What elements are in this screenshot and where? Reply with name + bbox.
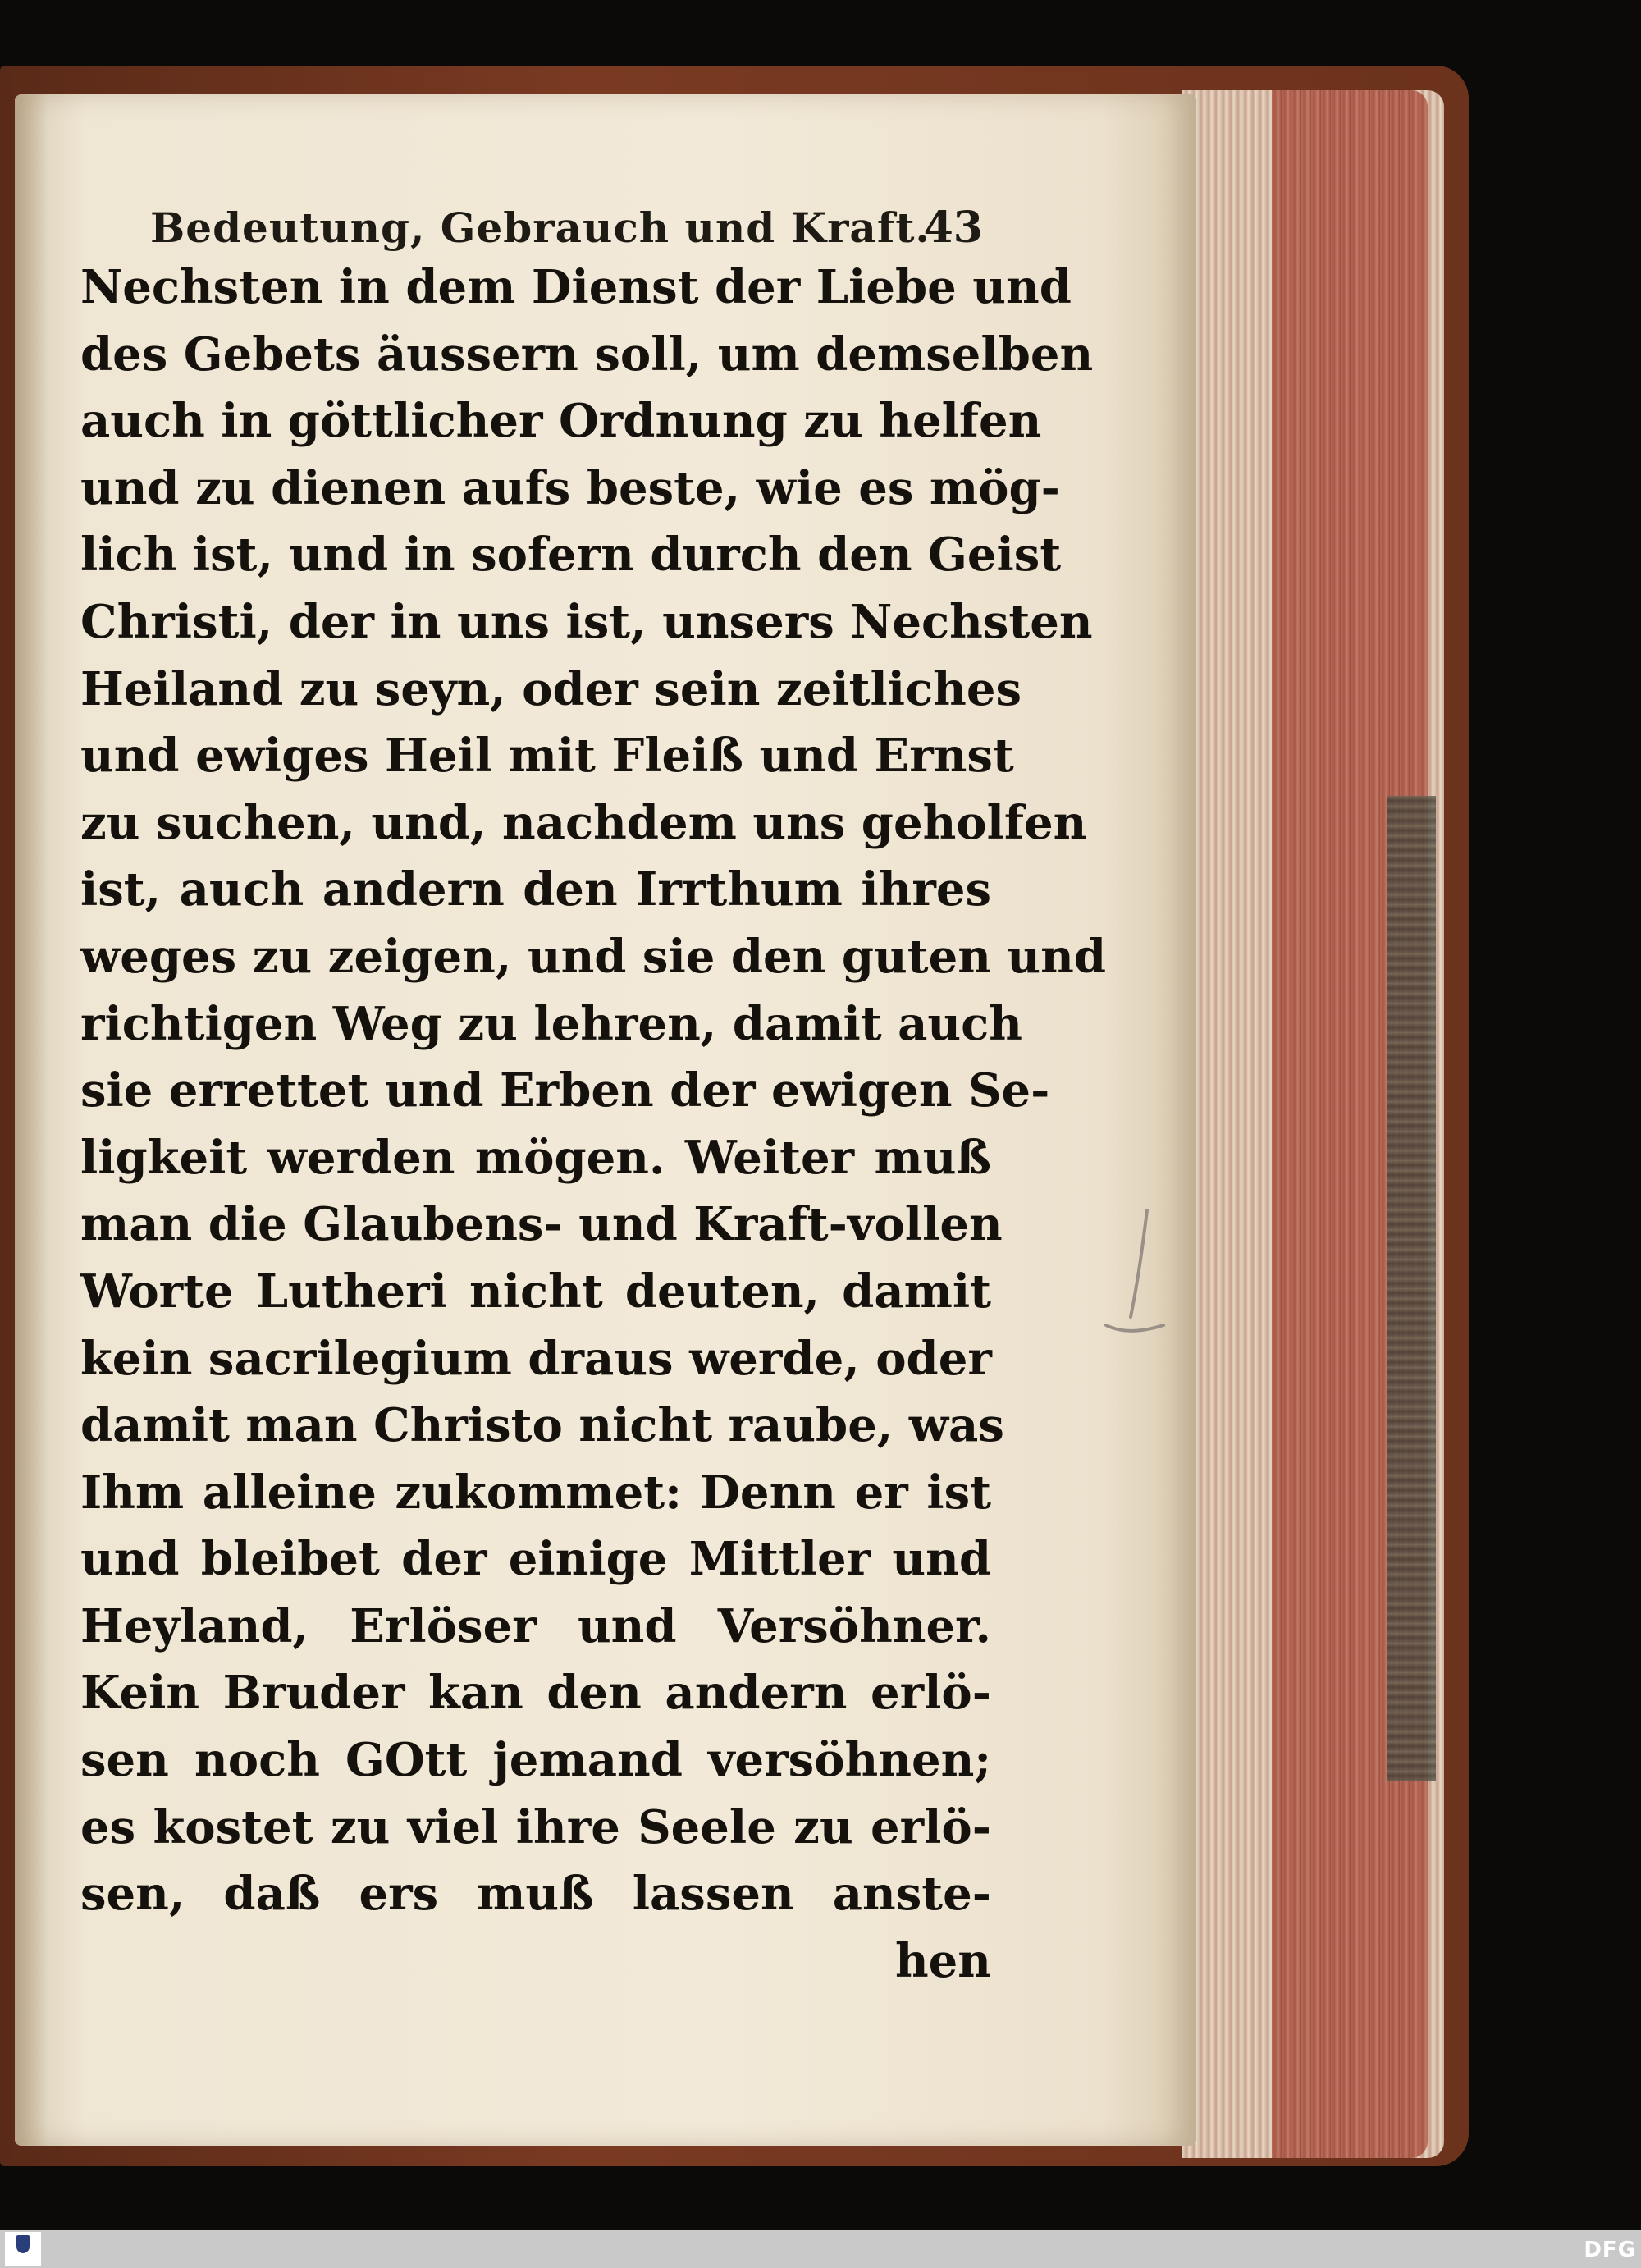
text-line: und zu dienen aufs beste, wie es mög- [80,460,1060,515]
text-line: Heyland, Erlöser und Versöhner. [80,1598,991,1653]
text-line: kein sacrilegium draus werde, oder [80,1331,992,1386]
footer-bar [0,2230,1641,2268]
text-line: Christi, der in uns ist, unsers Nechsten [80,594,1093,649]
text-line: es kostet zu viel ihre Seele zu erlö- [80,1799,991,1854]
body-text [80,254,1107,1995]
text-line: Worte Lutheri nicht deuten, damit [80,1264,991,1319]
text-line: Kein Bruder kan den andern erlö- [80,1666,991,1721]
text-line: man die Glaubens- und Kraft-vollen [80,1197,1003,1252]
page-gutter [15,94,48,2146]
text-line: auch in göttlicher Ordnung zu helfen [80,394,1042,449]
text-line: zu suchen, und, nachdem uns geholfen [80,795,1087,850]
cover-marbling [1387,796,1436,1781]
text-line: des Gebets äussern soll, um demselben [80,327,1094,382]
text-line: und ewiges Heil mit Fleiß und Ernst [80,729,1014,784]
page-number: 43 [923,203,983,253]
pencil-mark [1098,1202,1172,1342]
book-page [15,94,1196,2146]
text-line: und bleibet der einige Mittler und [80,1532,991,1587]
text-line: sie errettet und Erben der ewigen Se- [80,1063,1050,1118]
text-line: sen, daß ers muß lassen anste- [80,1867,991,1922]
text-line: ist, auch andern den Irrthum ihres [80,862,991,917]
running-head: Bedeutung, Gebrauch und Kraft. [150,203,930,252]
library-crest-icon [5,2232,41,2266]
text-line: richtigen Weg zu lehren, damit auch [80,996,1022,1051]
text-line: lich ist, und in sofern durch den Geist [80,528,1062,583]
dfg-logo: DFG [1584,2238,1636,2262]
text-line: damit man Christo nicht raube, was [80,1398,1004,1453]
crest-shape [16,2235,30,2253]
text-line: Ihm alleine zukommet: Denn er ist [80,1465,991,1520]
text-line: ligkeit werden mögen. Weiter muß [80,1130,991,1185]
catchword: hen [894,1933,991,1988]
text-line: Heiland zu seyn, oder sein zeitliches [80,661,1022,716]
text-line: weges zu zeigen, und sie den guten und [80,929,1107,984]
text-line: Nechsten in dem Dienst der Liebe und [80,260,1072,314]
text-line: sen noch GOtt jemand versöhnen; [80,1733,991,1788]
